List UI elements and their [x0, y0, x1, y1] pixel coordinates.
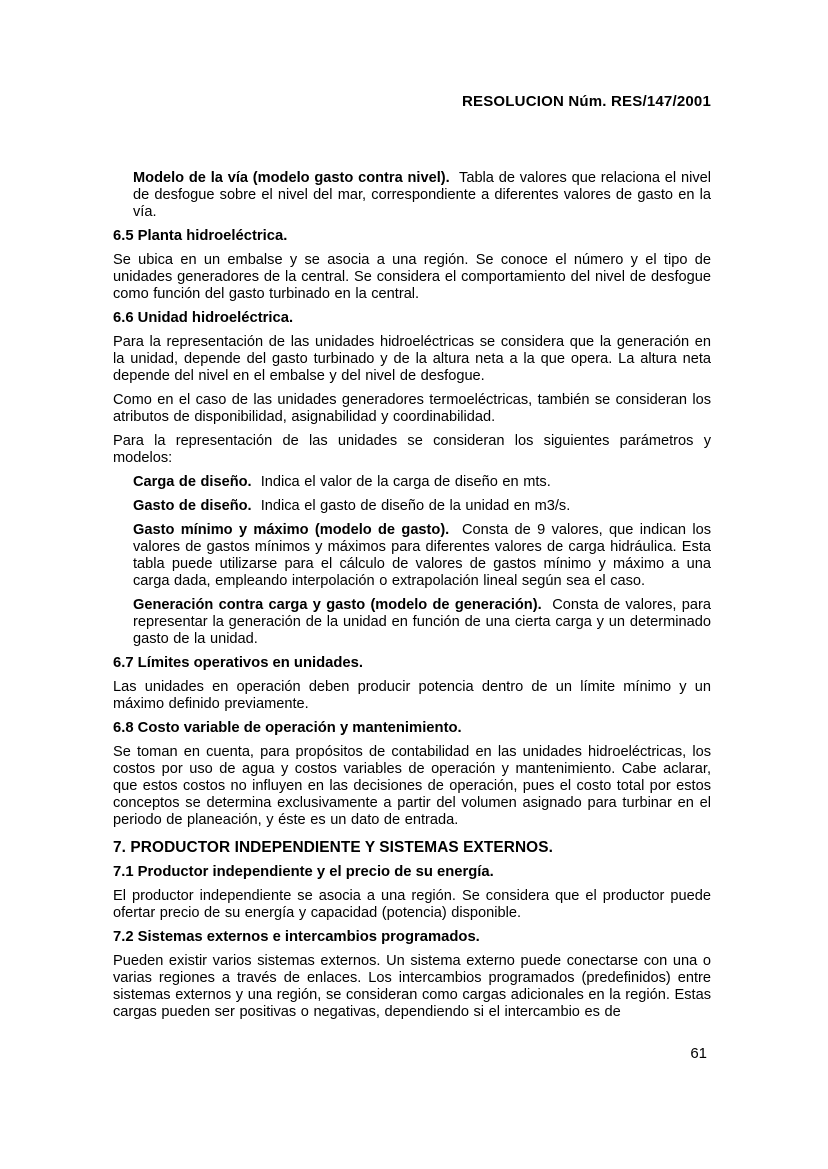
heading: 6.7 Límites operativos en unidades.	[113, 655, 363, 671]
heading: 6.5 Planta hidroeléctrica.	[113, 228, 288, 244]
paragraph-lead: Generación contra carga y gasto (modelo de generación).	[133, 597, 542, 613]
paragraph-lead: Carga de diseño.	[133, 474, 252, 490]
heading: 6.6 Unidad hidroeléctrica.	[113, 310, 294, 326]
heading: 7.1 Productor independiente y el precio de su energía.	[113, 864, 494, 880]
paragraph: Generación contra carga y gasto (modelo de generación). Consta de valores, para representar la generación de la unidad en función de una cierta carga y un determinado gasto de la unidad.	[133, 597, 711, 647]
paragraph: Modelo de la vía (modelo gasto contra nivel). Tabla de valores que relaciona el nivel de desfogue sobre el nivel del mar, correspondiente a diferentes valores de gasto en la vía.	[133, 170, 711, 220]
paragraph-lead: Modelo de la vía (modelo gasto contra nivel).	[133, 170, 450, 186]
paragraph: Gasto mínimo y máximo (modelo de gasto). Consta de 9 valores, que indican los valores de gastos mínimos y máximos para diferentes valores de carga hidráulica. Esta tabla puede utilizarse para el cálculo de valores de gastos mínimo y máximo a una carga dada, empleando interpolación o extrapolación lineal según sea el caso.	[133, 522, 711, 589]
paragraph: Se toman en cuenta, para propósitos de contabilidad en las unidades hidroeléctricas, los costos por uso de agua y costos variables de operación y mantenimiento. Cabe aclarar, que estos costos no influyen en las decisiones de operación, pues el costo total por estos conceptos se determina exclusivamente a partir del volumen asignado para turbinar en el periodo de planeación, y éste es un dato de entrada.	[113, 744, 711, 828]
paragraph-lead: Gasto de diseño.	[133, 498, 252, 514]
paragraph: Las unidades en operación deben producir potencia dentro de un límite mínimo y un máximo definido previamente.	[113, 679, 711, 712]
paragraph: Para la representación de las unidades hidroeléctricas se considera que la generación en la unidad, depende del gasto turbinado y de la altura neta a la que opera. La altura neta depende del nivel en el embalse y del nivel de desfogue.	[113, 334, 711, 384]
paragraph: Pueden existir varios sistemas externos. Un sistema externo puede conectarse con una o varias regiones a través de enlaces. Los intercambios programados (predefinidos) entre sistemas externos y una región, se consideran como cargas adicionales en la región. Estas cargas pueden ser positivas o negativas, dependiendo si el intercambio es de	[113, 953, 711, 1020]
paragraph: Se ubica en un embalse y se asocia a una región. Se conoce el número y el tipo de unidades generadores de la central. Se considera el comportamiento del nivel de desfogue como función del gasto turbinado en la central.	[113, 252, 711, 302]
paragraph: Como en el caso de las unidades generadores termoeléctricas, también se consideran los atributos de disponibilidad, asignabilidad y coordinabilidad.	[113, 392, 711, 425]
paragraph: El productor independiente se asocia a una región. Se considera que el productor puede ofertar precio de su energía y capacidad (potencia) disponible.	[113, 888, 711, 921]
heading: 7.2 Sistemas externos e intercambios programados.	[113, 929, 480, 945]
paragraph: Gasto de diseño. Indica el gasto de diseño de la unidad en m3/s.	[133, 498, 571, 514]
section-heading: 7. PRODUCTOR INDEPENDIENTE Y SISTEMAS EXTERNOS.	[113, 839, 553, 856]
page-number: 61	[690, 1045, 707, 1062]
paragraph: Carga de diseño. Indica el valor de la carga de diseño en mts.	[133, 474, 551, 490]
paragraph-lead: Gasto mínimo y máximo (modelo de gasto).	[133, 522, 450, 538]
paragraph: Para la representación de las unidades se consideran los siguientes parámetros y modelos:	[113, 433, 711, 466]
heading: 6.8 Costo variable de operación y mantenimiento.	[113, 720, 462, 736]
document-blocks	[113, 170, 711, 1028]
document-header: RESOLUCION Núm. RES/147/2001	[461, 93, 711, 110]
